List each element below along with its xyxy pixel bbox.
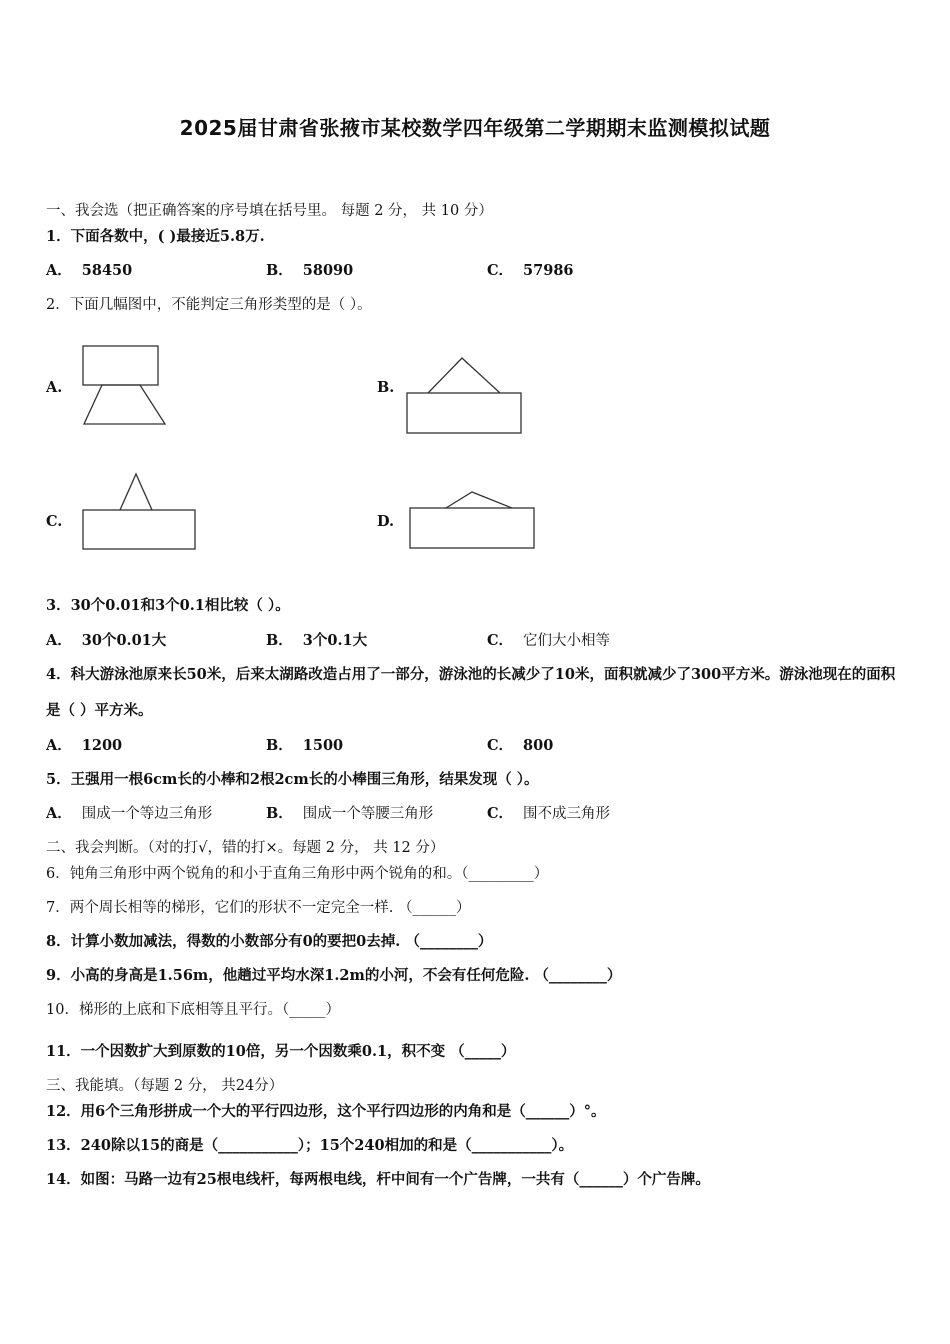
page-title: 2025届甘肃省张掖市某校数学四年级第二学期期末监测模拟试题 — [179, 116, 771, 140]
figure-d-label[interactable]: D. — [377, 513, 395, 530]
option-b[interactable]: B． 1500 — [266, 737, 344, 754]
question-2: 2．下面几幅图中，不能判定三角形类型的是（ ）。 — [46, 297, 372, 313]
question-8: 8．计算小数加减法，得数的小数部分有0的要把0去掉. （________） — [46, 933, 493, 950]
option-b[interactable]: B． 围成一个等腰三角形 — [266, 805, 434, 822]
option-b[interactable]: B． 3个0.1大 — [266, 632, 368, 649]
question-1-options — [46, 261, 906, 281]
question-10: 10．梯形的上底和下底相等且平行。（_____） — [46, 1002, 340, 1018]
option-a[interactable]: A． 1200 — [46, 737, 123, 754]
question-6: 6．钝角三角形中两个锐角的和小于直角三角形中两个锐角的和。（_________） — [46, 866, 549, 882]
question-14: 14．如图：马路一边有25根电线杆，每两根电线，杆中间有一个广告牌，一共有（______）个广告牌。 — [46, 1171, 710, 1188]
question-13: 13．240除以15的商是（___________）；15个240相加的和是（___________）。 — [46, 1137, 574, 1154]
question-12: 12．用6个三角形拼成一个大的平行四边形，这个平行四边形的内角和是（______）°。 — [46, 1103, 606, 1120]
option-c[interactable]: C． 围不成三角形 — [487, 805, 611, 822]
question-3-options — [46, 631, 906, 651]
option-a[interactable]: A． 围成一个等边三角形 — [46, 805, 213, 822]
section2-header: 二、我会判断。（对的打√，错的打×。每题 2 分， 共 12 分） — [46, 840, 445, 856]
figure-a-label[interactable]: A. — [46, 379, 63, 396]
question-4: 4．科大游泳池原来长50米，后来太湖路改造占用了一部分，游泳池的长减少了10米，面积就减少了300平方米。游泳池现在的面积是（ ）平方米。 — [46, 666, 896, 719]
question-5: 5．王强用一根6cm长的小棒和2根2cm长的小棒围三角形，结果发现（ ）。 — [46, 771, 539, 788]
option-b[interactable]: B． 58090 — [266, 262, 354, 279]
question-5-options — [46, 804, 906, 824]
option-c[interactable]: C． 57986 — [487, 262, 574, 279]
option-a[interactable]: A． 58450 — [46, 262, 133, 279]
figure-d — [404, 484, 540, 554]
section3-header: 三、我能填。（每题 2 分， 共24分） — [46, 1078, 284, 1094]
figure-c-label[interactable]: C. — [46, 513, 63, 530]
question-9: 9．小高的身高是1.56m，他趟过平均水深1.2m的小河，不会有任何危险. （________） — [46, 967, 622, 984]
question-11: 11．一个因数扩大到原数的10倍，另一个因数乘0.1，积不变 （_____） — [46, 1043, 516, 1060]
option-a[interactable]: A． 30个0.01大 — [46, 632, 167, 649]
question-1: 1．下面各数中，( )最接近5.8万. — [46, 228, 265, 245]
option-c[interactable]: C． 800 — [487, 737, 554, 754]
question-7: 7．两个周长相等的梯形，它们的形状不一定完全一样. （______） — [46, 900, 471, 916]
figure-c — [78, 468, 200, 554]
question-3: 3．30个0.01和3个0.1相比较（ ）。 — [46, 597, 290, 614]
figure-b — [402, 352, 526, 438]
figure-b-label[interactable]: B. — [377, 379, 395, 396]
figure-a — [78, 342, 170, 428]
section1-header: 一、我会选（把正确答案的序号填在括号里。 每题 2 分， 共 10 分） — [46, 203, 493, 219]
option-c[interactable]: C． 它们大小相等 — [487, 632, 611, 649]
question-4-options — [46, 736, 906, 756]
